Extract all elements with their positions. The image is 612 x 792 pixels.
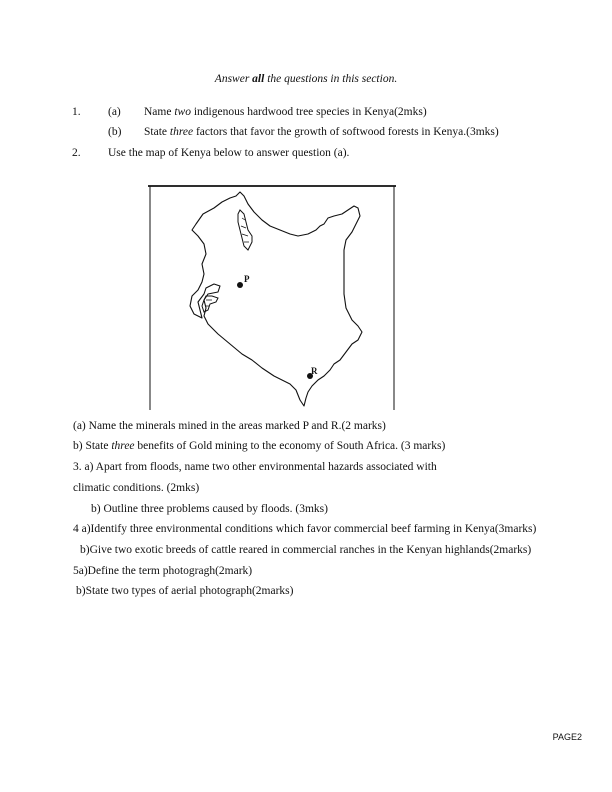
question-3b-text: b) Outline three problems caused by floods. (3mks)	[91, 503, 328, 515]
question-2a-text: (a) Name the minerals mined in the areas marked P and R.(2 marks)	[73, 420, 386, 432]
question-2-text: Use the map of Kenya below to answer question (a).	[108, 147, 350, 159]
question-1a-text: Name two indigenous hardwood tree species in Kenya(2mks)	[144, 106, 427, 118]
lake-victoria-shading	[205, 300, 212, 306]
lake-turkana	[238, 210, 252, 250]
section-instruction: Answer all the questions in this section.	[214, 73, 398, 85]
question-1-number: 1.	[72, 106, 81, 118]
question-1b-label: (b)	[108, 126, 122, 138]
question-2-number: 2.	[72, 147, 81, 159]
kenya-map	[148, 184, 396, 410]
question-1a-label: (a)	[108, 106, 121, 118]
question-2b-text: b) State three benefits of Gold mining to the economy of South Africa. (3 marks)	[73, 440, 446, 452]
question-5b-text: b)State two types of aerial photograph(2marks)	[76, 585, 294, 597]
question-3a-line1: 3. a) Apart from floods, name two other environmental hazards associated with	[73, 461, 437, 473]
point-r-label: R	[311, 366, 318, 376]
question-5a-text: 5a)Define the term photogragh(2mark)	[73, 565, 253, 577]
question-4b-text: b)Give two exotic breeds of cattle reared in commercial ranches in the Kenyan highlands(2marks)	[80, 544, 532, 556]
question-4a-text: 4 a)Identify three environmental conditions which favor commercial beef farming in Kenya(3marks)	[73, 523, 537, 535]
question-3a-line2: climatic conditions. (2mks)	[73, 482, 200, 494]
lake-victoria	[202, 296, 218, 312]
page-number: PAGE2	[552, 732, 582, 742]
point-p-label: P	[244, 274, 250, 284]
question-1b-text: State three factors that favor the growth of softwood forests in Kenya.(3mks)	[144, 126, 499, 138]
kenya-outline	[190, 192, 362, 406]
point-p-marker	[237, 282, 243, 288]
